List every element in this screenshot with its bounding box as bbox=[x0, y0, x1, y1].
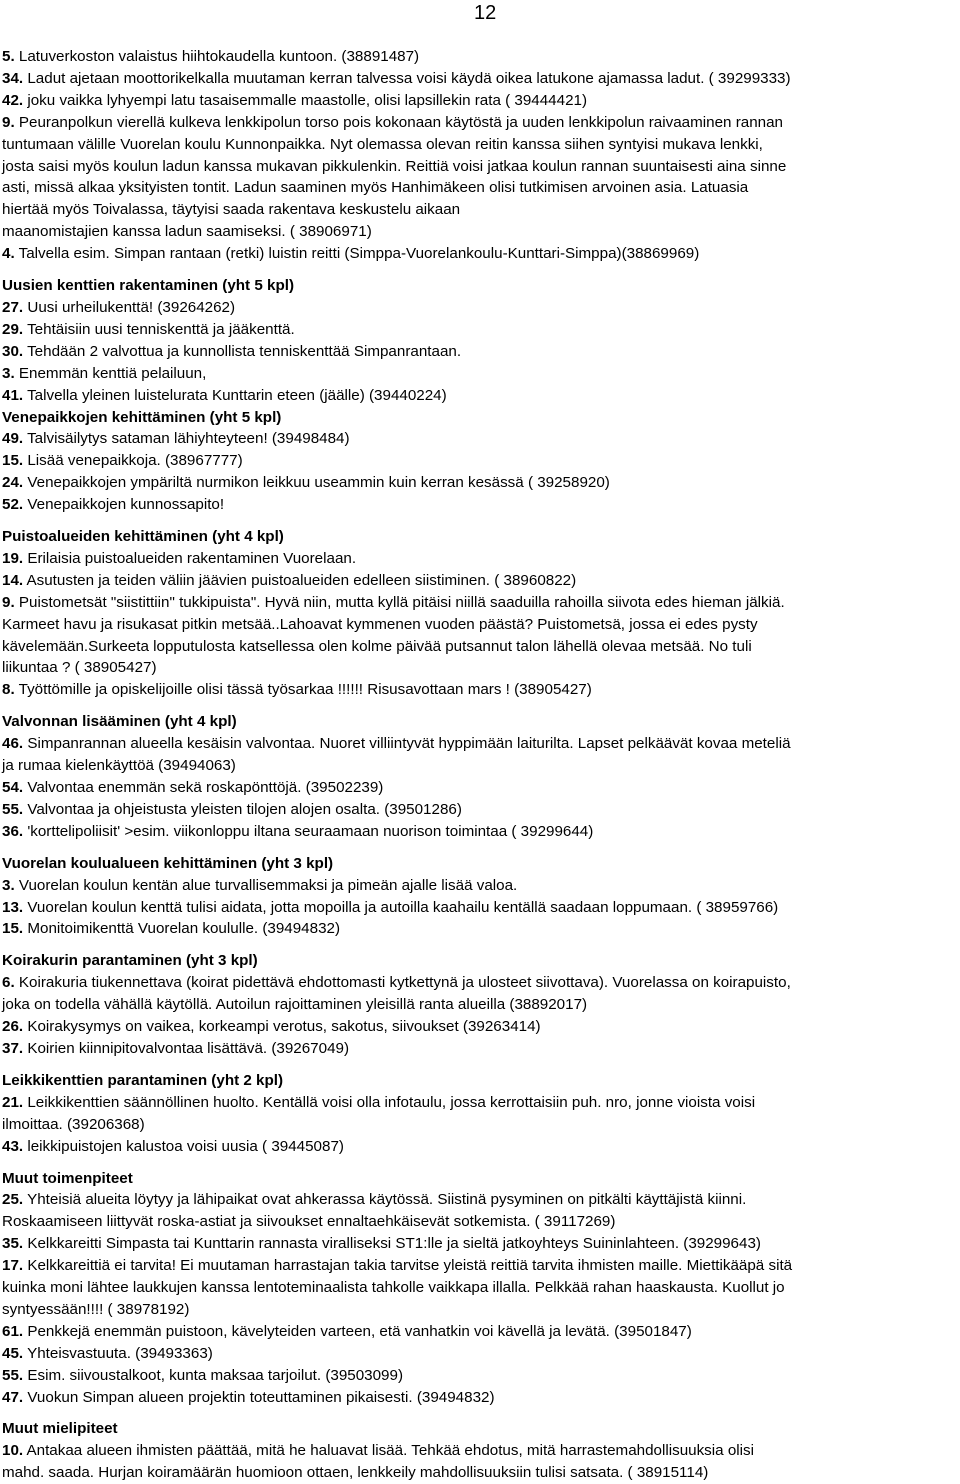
item-number: 3. bbox=[2, 876, 15, 894]
item-line bbox=[2, 636, 957, 658]
item-number: 42. bbox=[2, 91, 24, 109]
item-line bbox=[2, 363, 957, 385]
item-number: 14. bbox=[2, 571, 24, 589]
feedback-item bbox=[2, 570, 957, 592]
item-line bbox=[2, 112, 957, 134]
item-number: 26. bbox=[2, 1018, 24, 1036]
item-number: 47. bbox=[2, 1388, 24, 1406]
feedback-item bbox=[2, 799, 957, 821]
item-line bbox=[2, 428, 957, 450]
item-text: Roskaamiseen liittyvät roska-astiat ja siivoukset ennaltaehkäisevät sotkemista. ( 39117269) bbox=[2, 1213, 616, 1231]
item-number: 21. bbox=[2, 1093, 24, 1111]
item-text: liikuntaa ? ( 38905427) bbox=[2, 659, 157, 677]
item-line bbox=[2, 972, 957, 994]
item-text: Venepaikkojen ympäriltä nurmikon leikkuu useammin kuin kerran kesässä ( 39258920) bbox=[27, 474, 610, 492]
section-gap bbox=[2, 1158, 957, 1168]
item-line bbox=[2, 570, 957, 592]
item-line bbox=[2, 341, 957, 363]
feedback-item bbox=[2, 450, 957, 472]
item-line bbox=[2, 319, 957, 341]
section-heading: Muut toimenpiteet bbox=[2, 1169, 133, 1187]
section-gap bbox=[2, 1060, 957, 1070]
item-text: Tehtäisiin uusi tenniskenttä ja jääkenttä. bbox=[27, 320, 295, 338]
item-text: Yhteisvastuuta. (39493363) bbox=[27, 1344, 213, 1362]
item-text: Karmeet havu ja risukasat pitkin metsää..Lahoavat kymmenen vuoden päästä? Puistometsä, jossa ei edes pysty bbox=[2, 615, 758, 633]
item-line bbox=[2, 1440, 957, 1462]
feedback-item bbox=[2, 46, 957, 68]
item-line bbox=[2, 221, 957, 243]
item-line bbox=[2, 1321, 957, 1343]
item-text: maanomistajien kanssa ladun saamiseksi. ( 38906971) bbox=[2, 223, 372, 241]
item-line bbox=[2, 297, 957, 319]
item-line bbox=[2, 46, 957, 68]
feedback-item bbox=[2, 297, 957, 319]
item-line bbox=[2, 614, 957, 636]
item-number: 13. bbox=[2, 898, 24, 916]
section-gap bbox=[2, 843, 957, 853]
item-line bbox=[2, 679, 957, 701]
item-text: josta saisi myös koulun ladun kanssa mukavan pikkulenkin. Reittiä voisi jatkaa koulun rannan suuntaisesti aina sinne bbox=[2, 157, 787, 175]
item-text: Vuokun Simpan alueen projektin toteuttaminen pikaisesti. (39494832) bbox=[27, 1388, 495, 1406]
item-line bbox=[2, 1462, 957, 1484]
item-line bbox=[2, 733, 957, 755]
item-line bbox=[2, 1136, 957, 1158]
item-text: Koirakuria tiukennettava (koirat pidettävä ehdottomasti kytkettynä ja ulosteet siivottava). Vuorelassa on koirapuisto, bbox=[18, 974, 791, 992]
item-number: 8. bbox=[2, 681, 15, 699]
item-number: 17. bbox=[2, 1257, 24, 1275]
item-line bbox=[2, 177, 957, 199]
item-text: Penkkejä enemmän puistoon, kävelyteiden varteen, etä vanhatkin voi kävellä ja levätä. (39501847) bbox=[27, 1322, 692, 1340]
item-line bbox=[2, 1255, 957, 1277]
item-line bbox=[2, 1299, 957, 1321]
feedback-item bbox=[2, 385, 957, 407]
item-line bbox=[2, 799, 957, 821]
item-number: 54. bbox=[2, 779, 24, 796]
feedback-item bbox=[2, 319, 957, 341]
item-line bbox=[2, 134, 957, 156]
item-text: Ladut ajetaan moottorikelkalla muutaman kerran talvessa voisi käydä oikea latukone ajamassa ladut. ( 39299333) bbox=[27, 69, 791, 87]
item-line bbox=[2, 68, 957, 90]
feedback-item bbox=[2, 733, 957, 777]
item-line bbox=[2, 592, 957, 614]
page-number: 12 bbox=[474, 2, 497, 24]
item-number: 10. bbox=[2, 1442, 24, 1460]
item-text: Asutusten ja teiden väliin jäävien puistoalueiden edelleen siistiminen. ( 38960822) bbox=[26, 571, 577, 589]
item-number: 49. bbox=[2, 430, 24, 448]
item-line bbox=[2, 1092, 957, 1114]
item-text: leikkipuistojen kalustoa voisi uusia ( 39445087) bbox=[27, 1137, 344, 1155]
feedback-item bbox=[2, 1387, 957, 1409]
feedback-item bbox=[2, 363, 957, 385]
item-text: Enemmän kenttiä pelailuun, bbox=[18, 364, 207, 382]
item-text: Puistometsät "siistittiin" tukkipuista". Hyvä niin, mutta kyllä pitäisi niillä saaduilla rahoilla siivota edes hieman jälkiä. bbox=[18, 593, 785, 611]
item-line bbox=[2, 821, 957, 843]
item-text: Kelkkareitti Simpasta tai Kunttarin rannasta viralliseksi ST1:lle ja sieltä jatkoyhteys Suininlahteen. (39299643) bbox=[27, 1235, 761, 1253]
item-text: kävelemään.Surkeeta lopputulosta katsellessa olen kolme päivää putsannut talon lähellä olevaa metsää. No tuli bbox=[2, 637, 752, 655]
feedback-item bbox=[2, 1255, 957, 1321]
feedback-item bbox=[2, 1440, 957, 1484]
item-line bbox=[2, 875, 957, 897]
item-line bbox=[2, 1233, 957, 1255]
item-line bbox=[2, 1189, 957, 1211]
feedback-item bbox=[2, 897, 957, 919]
feedback-item bbox=[2, 918, 957, 940]
item-line bbox=[2, 994, 957, 1016]
item-number: 15. bbox=[2, 920, 24, 938]
item-text: mahd. saada. Hurjan koiramäärän huomioon ottaen, lenkkeily mahdollisuuksiin tulisi satsata. ( 38915114) bbox=[2, 1464, 709, 1482]
section-heading: Puistoalueiden kehittäminen (yht 4 kpl) bbox=[2, 528, 284, 546]
feedback-item bbox=[2, 1038, 957, 1060]
section-gap bbox=[2, 1408, 957, 1418]
item-line bbox=[2, 385, 957, 407]
item-text: Valvontaa enemmän sekä roskapönttöjä. (39502239) bbox=[27, 779, 384, 796]
item-text: Valvontaa ja ohjeistusta yleisten tilojen alojen osalta. (39501286) bbox=[27, 800, 462, 818]
item-text: Simpanrannan alueella kesäisin valvontaa. Nuoret villiintyvät hyppimään laiturilta. Lapset pelkäävät kovaa meteliä bbox=[27, 735, 791, 753]
item-number: 35. bbox=[2, 1235, 24, 1253]
item-line bbox=[2, 897, 957, 919]
item-line bbox=[2, 1343, 957, 1365]
item-text: tuntumaan välille Vuorelan koulu Kunnonpaikka. Nyt olemassa olevan reitin kanssa siihen syntyisi mukava lenkki, bbox=[2, 135, 763, 153]
item-line bbox=[2, 1114, 957, 1136]
item-number: 45. bbox=[2, 1344, 24, 1362]
item-text: syntyessään!!!! ( 38978192) bbox=[2, 1300, 190, 1318]
feedback-item bbox=[2, 679, 957, 701]
feedback-item bbox=[2, 1136, 957, 1158]
item-text: Latuverkoston valaistus hiihtokaudella kuntoon. (38891487) bbox=[18, 48, 420, 65]
item-number: 36. bbox=[2, 822, 24, 840]
item-line bbox=[2, 755, 957, 777]
item-text: ja rumaa kielenkäyttöä (39494063) bbox=[2, 757, 236, 775]
item-text: Vuorelan koulun kentän alue turvallisemmaksi ja pimeän ajalle lisää valoa. bbox=[18, 876, 518, 894]
item-text: kuinka moni lähtee laukkujen kanssa lentoteminaalista tahkolle vaikkapa illalla. Pelkkää rahan haaskausta. Kuollut jo bbox=[2, 1279, 785, 1297]
item-text: Antakaa alueen ihmisten päättää, mitä he haluavat lisää. Tehkää ehdotus, mitä harrastemahdollisuuksia olisi bbox=[26, 1442, 754, 1460]
section-heading: Vuorelan koulualueen kehittäminen (yht 3 kpl) bbox=[2, 854, 334, 872]
section-gap bbox=[2, 265, 957, 275]
item-line bbox=[2, 494, 957, 516]
item-line bbox=[2, 1016, 957, 1038]
section-heading: Muut mielipiteet bbox=[2, 1420, 118, 1438]
section-gap bbox=[2, 516, 957, 526]
item-number: 55. bbox=[2, 800, 24, 818]
item-number: 34. bbox=[2, 69, 24, 87]
item-text: Esim. siivoustalkoot, kunta maksaa tarjoilut. (39503099) bbox=[27, 1366, 404, 1384]
item-text: joku vaikka lyhyempi latu tasaisemmalle maastolle, olisi lapsillekin rata ( 39444421) bbox=[27, 91, 588, 109]
item-number: 30. bbox=[2, 342, 24, 360]
item-text: Vuorelan koulun kenttä tulisi aidata, jotta mopoilla ja autoilla kaahailu kentällä saadaan loppumaan. ( 38959766) bbox=[27, 898, 779, 916]
feedback-item bbox=[2, 1321, 957, 1343]
feedback-item bbox=[2, 341, 957, 363]
item-line bbox=[2, 90, 957, 112]
feedback-item bbox=[2, 1189, 957, 1233]
item-line bbox=[2, 1277, 957, 1299]
item-number: 61. bbox=[2, 1322, 24, 1340]
feedback-item bbox=[2, 472, 957, 494]
item-text: asti, missä alkaa yksityisten tontit. Ladun saaminen myös Hanhimäkeen olisi tutkimisen arvoinen asia. Latuasia bbox=[2, 179, 749, 197]
item-line bbox=[2, 657, 957, 679]
item-number: 6. bbox=[2, 974, 15, 992]
item-number: 25. bbox=[2, 1191, 24, 1209]
feedback-item bbox=[2, 68, 957, 90]
item-text: Yhteisiä alueita löytyy ja lähipaikat ovat ahkerassa käytössä. Siistinä pysyminen on pitkälti käyttäjistä kiinni. bbox=[27, 1191, 747, 1209]
item-number: 41. bbox=[2, 386, 24, 404]
feedback-item bbox=[2, 777, 957, 799]
item-number: 15. bbox=[2, 452, 24, 470]
item-text: Koirien kiinnipitovalvontaa lisättävä. (39267049) bbox=[27, 1039, 350, 1057]
item-number: 37. bbox=[2, 1039, 24, 1057]
item-line bbox=[2, 472, 957, 494]
item-number: 9. bbox=[2, 113, 15, 131]
feedback-item bbox=[2, 243, 957, 265]
item-line bbox=[2, 199, 957, 221]
item-text: Työttömille ja opiskelijoille olisi tässä työsarkaa !!!!!! Risusavottaan mars ! (38905427) bbox=[18, 681, 592, 699]
item-line bbox=[2, 1387, 957, 1409]
item-line bbox=[2, 777, 957, 799]
item-number: 4. bbox=[2, 245, 15, 263]
item-text: Kelkkareittiä ei tarvita! Ei muutaman harrastajan takia tarvitse yleistä reittiä tarvita ihmisten maille. Miettikääpä sitä bbox=[27, 1257, 793, 1275]
item-text: Talvisäilytys sataman lähiyhteyteen! (39498484) bbox=[27, 430, 350, 448]
item-text: joka on todella vähällä käytöllä. Autoilun rajoittaminen yleisillä ranta alueilla (38892017) bbox=[2, 996, 588, 1014]
item-line bbox=[2, 548, 957, 570]
feedback-item bbox=[2, 90, 957, 112]
item-number: 19. bbox=[2, 549, 24, 567]
item-number: 5. bbox=[2, 48, 15, 65]
item-line bbox=[2, 918, 957, 940]
feedback-item bbox=[2, 1343, 957, 1365]
feedback-item bbox=[2, 1016, 957, 1038]
feedback-item bbox=[2, 592, 957, 680]
item-number: 3. bbox=[2, 364, 15, 382]
item-line bbox=[2, 243, 957, 265]
item-text: Peuranpolkun vierellä kulkeva lenkkipolun torso pois kokonaan käytöstä ja uuden lenkkipolun raivaaminen rannan bbox=[18, 113, 783, 131]
item-line bbox=[2, 450, 957, 472]
feedback-item bbox=[2, 494, 957, 516]
feedback-item bbox=[2, 821, 957, 843]
item-text: Venepaikkojen kunnossapito! bbox=[27, 496, 225, 514]
item-text: Koirakysymys on vaikea, korkeampi verotus, sakotus, siivoukset (39263414) bbox=[27, 1018, 541, 1036]
item-number: 43. bbox=[2, 1137, 24, 1155]
item-text: Monitoimikenttä Vuorelan koululle. (39494832) bbox=[27, 920, 341, 938]
item-text: ilmoittaa. (39206368) bbox=[2, 1115, 145, 1133]
item-number: 52. bbox=[2, 496, 24, 514]
feedback-item bbox=[2, 1092, 957, 1136]
item-text: Uusi urheilukenttä! (39264262) bbox=[27, 298, 236, 316]
feedback-item bbox=[2, 875, 957, 897]
section-heading: Koirakurin parantaminen (yht 3 kpl) bbox=[2, 952, 258, 970]
item-text: Talvella yleinen luistelurata Kunttarin eteen (jäälle) (39440224) bbox=[27, 386, 447, 404]
item-text: Erilaisia puistoalueiden rakentaminen Vuorelaan. bbox=[27, 549, 357, 567]
feedback-item bbox=[2, 548, 957, 570]
item-text: Leikkikenttien säännöllinen huolto. Kentällä voisi olla infotaulu, jossa kerrottaisiin puh. nro, jonne vioista voisi bbox=[27, 1093, 756, 1111]
section-gap bbox=[2, 940, 957, 950]
section-heading: Venepaikkojen kehittäminen (yht 5 kpl) bbox=[2, 408, 282, 426]
item-text: Talvella esim. Simpan rantaan (retki) luistin reitti (Simppa-Vuorelankoulu-Kunttari-Simppa)(38869969) bbox=[18, 245, 700, 263]
item-number: 46. bbox=[2, 735, 24, 753]
item-text: Lisää venepaikkoja. (38967777) bbox=[27, 452, 243, 470]
feedback-item bbox=[2, 112, 957, 243]
item-number: 24. bbox=[2, 474, 24, 492]
document-body bbox=[2, 46, 957, 1484]
item-number: 27. bbox=[2, 298, 24, 316]
feedback-item bbox=[2, 1233, 957, 1255]
item-number: 55. bbox=[2, 1366, 24, 1384]
section-heading: Valvonnan lisääminen (yht 4 kpl) bbox=[2, 713, 237, 731]
feedback-item bbox=[2, 1365, 957, 1387]
section-heading: Leikkikenttien parantaminen (yht 2 kpl) bbox=[2, 1071, 284, 1089]
item-text: 'korttelipoliisit' >esim. viikonloppu iltana seuraamaan nuorison toimintaa ( 39299644) bbox=[27, 822, 594, 840]
item-number: 29. bbox=[2, 320, 24, 338]
feedback-item bbox=[2, 972, 957, 1016]
section-heading: Uusien kenttien rakentaminen (yht 5 kpl) bbox=[2, 277, 295, 295]
item-line bbox=[2, 1211, 957, 1233]
section-gap bbox=[2, 701, 957, 711]
item-number: 9. bbox=[2, 593, 15, 611]
item-line bbox=[2, 156, 957, 178]
item-text: Tehdään 2 valvottua ja kunnollista tenniskenttää Simpanrantaan. bbox=[27, 342, 462, 360]
item-line bbox=[2, 1365, 957, 1387]
item-text: hiertää myös Toivalassa, täytyisi saada rakentava keskustelu aikaan bbox=[2, 201, 461, 219]
item-line bbox=[2, 1038, 957, 1060]
feedback-item bbox=[2, 428, 957, 450]
